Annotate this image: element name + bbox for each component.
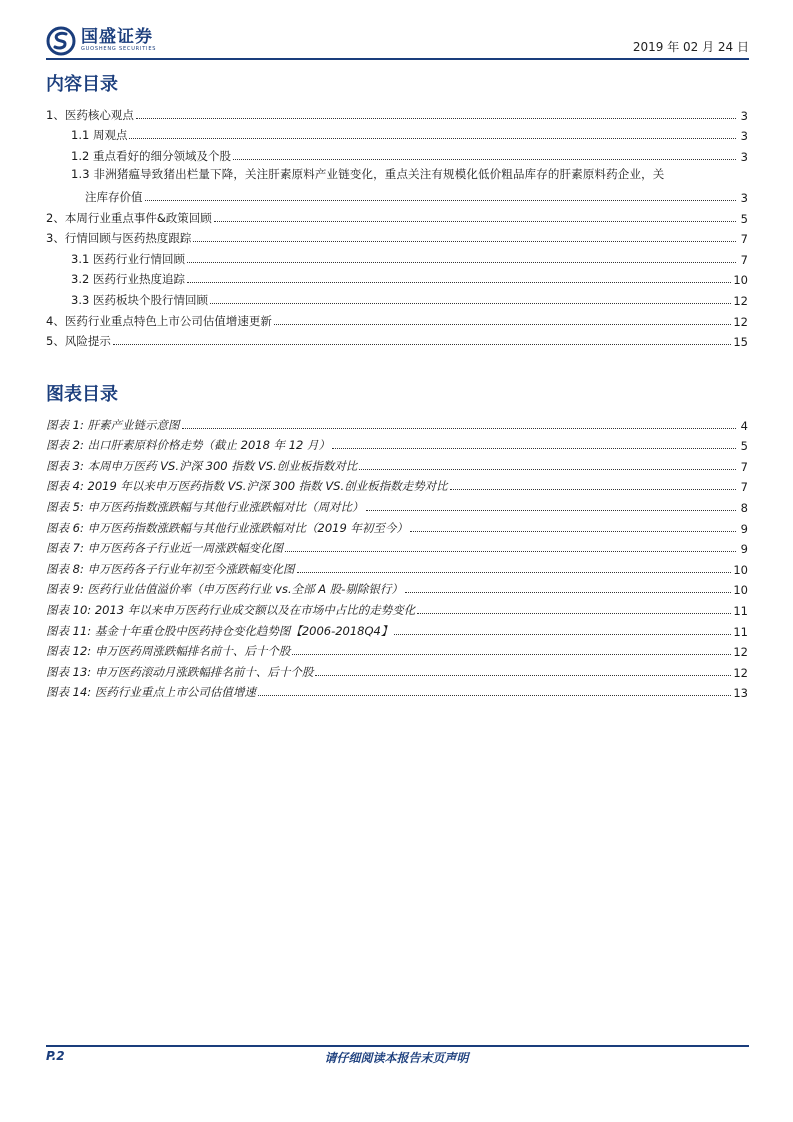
figure-entry[interactable] [46,659,748,680]
leader-dots [405,592,731,593]
figure-entry-text: 图表 6: 申万医药指数涨跌幅与其他行业涨跌幅对比（2019 年初至今） [46,520,408,535]
leader-dots [113,344,732,345]
toc-entry[interactable] [46,123,748,144]
figures-title: 图表目录 [46,384,118,405]
page-header [46,22,749,59]
toc-entry-text: 1.3 非洲猪瘟导致猪出栏量下降，关注肝素原料产业链变化，重点关注有规模化低价粗品库存的肝素原料药企业，关 [71,166,665,181]
figure-entry-page: 13 [733,686,748,701]
toc-entry-page: 3 [740,190,748,205]
leader-dots [410,531,736,532]
toc-entry-text: 5、风险提示 [46,334,111,349]
toc-entry-text: 1、医药核心观点 [46,107,134,122]
figure-entry[interactable] [46,680,748,701]
figure-entry[interactable] [46,412,748,433]
figure-entry-page: 11 [733,603,748,618]
toc-entry-page: 3 [740,129,748,144]
leader-dots [187,262,736,263]
leader-dots [145,200,737,201]
leader-dots [366,510,737,511]
toc-entry-text: 4、医药行业重点特色上市公司估值增速更新 [46,313,272,328]
toc-entry-text: 1.2 重点看好的细分领域及个股 [71,148,231,163]
figure-entry-text: 图表 14: 医药行业重点上市公司估值增速 [46,685,256,700]
figure-entry-page: 7 [740,459,748,474]
toc-entry[interactable] [46,308,748,329]
figure-entry-text: 图表 3: 本周申万医药 VS.沪深 300 指数 VS.创业板指数对比 [46,458,358,473]
toc-entry-text: 2、本周行业重点事件&政策回顾 [46,210,212,225]
leader-dots [210,303,731,304]
toc-entry[interactable] [46,267,748,288]
figure-entry[interactable] [46,618,748,639]
figure-entry-page: 10 [733,562,748,577]
toc-entry-text: 3.3 医药板块个股行情回顾 [71,292,208,307]
figure-entry[interactable] [46,433,748,454]
leader-dots [315,675,731,676]
figure-entry-page: 4 [740,418,748,433]
footer-disclaimer: 请仔细阅读本报告末页声明 [324,1051,469,1065]
toc-entry-page: 15 [733,335,748,350]
toc-entry-page: 5 [740,211,748,226]
toc-entry[interactable] [46,287,748,308]
leader-dots [285,551,736,552]
figure-entry-text: 图表 2: 出口肝素原料价格走势（截止 2018 年 12 月） [46,438,331,453]
toc-entry[interactable] [46,143,748,164]
toc-entry[interactable] [46,329,748,350]
leader-dots [359,469,736,470]
toc-entry-page: 7 [740,232,748,247]
figure-entry-page: 12 [733,665,748,680]
leader-dots [136,118,736,119]
toc-entry-text-cont: 注库存价值 [85,189,143,204]
logo-mark-icon [46,26,76,56]
figure-entry-text: 图表 7: 申万医药各子行业近一周涨跌幅变化图 [46,541,283,556]
figure-entry[interactable] [46,639,748,660]
company-logo [46,22,156,59]
toc-entry-page: 12 [733,314,748,329]
toc-entry-page: 10 [733,273,748,288]
toc-entry-text: 3.1 医药行业行情回顾 [71,251,185,266]
toc-entry[interactable] [46,102,748,123]
figure-entry-page: 10 [733,583,748,598]
toc-entry-page: 12 [733,293,748,308]
figure-entry[interactable] [46,536,748,557]
toc-entry[interactable] [46,205,748,226]
figure-entry-text: 图表 1: 肝素产业链示意图 [46,417,180,432]
figure-entry-page: 8 [740,500,748,515]
figure-entry[interactable] [46,556,748,577]
figure-entry-text: 图表 11: 基金十年重仓股中医药持仓变化趋势图【2006-2018Q4】 [46,623,393,638]
figure-entry-page: 12 [733,645,748,660]
footer-divider [46,1045,749,1047]
figure-entry-page: 9 [740,542,748,557]
toc-entry-page: 7 [740,252,748,267]
toc-entry-page: 3 [740,108,748,123]
figure-entry-page: 11 [733,624,748,639]
logo-name-cn: 国盛证券 [81,27,153,47]
figure-entry[interactable] [46,515,748,536]
figure-entry[interactable] [46,597,748,618]
leader-dots [292,654,731,655]
figure-entry-page: 7 [740,480,748,495]
leader-dots [450,489,736,490]
figure-entry[interactable] [46,577,748,598]
figure-entry[interactable] [46,494,748,515]
logo-name-en: GUOSHENG SECURITIES [81,46,157,52]
figure-entry-text: 图表 8: 申万医药各子行业年初至今涨跌幅变化图 [46,561,295,576]
figure-entry-text: 图表 9: 医药行业估值溢价率（申万医药行业 vs.全部 A 股-剔除银行） [46,582,403,597]
figure-entry-page: 5 [740,439,748,454]
toc-entry-text: 1.1 周观点 [71,128,128,143]
leader-dots [233,159,736,160]
figure-entry-text: 图表 4: 2019 年以来申万医药指数 VS.沪深 300 指数 VS.创业板指数走势对比 [46,479,448,494]
leader-dots [193,241,736,242]
leader-dots [394,634,731,635]
toc-entry-text: 3、行情回顾与医药热度跟踪 [46,231,192,246]
leader-dots [274,324,732,325]
toc-entry[interactable] [46,226,748,247]
report-date: 2019 年 02 月 24 日 [632,40,749,54]
contents-title: 内容目录 [46,74,118,95]
leader-dots [129,138,736,139]
leader-dots [187,282,731,283]
toc-entry-text: 3.2 医药行业热度追踪 [71,272,185,287]
leader-dots [297,572,732,573]
toc-entry-page: 3 [740,149,748,164]
figures-list [46,412,748,700]
leader-dots [332,448,736,449]
contents-list [46,102,748,349]
leader-dots [417,613,731,614]
toc-entry[interactable] [46,164,748,205]
figure-entry-text: 图表 10: 2013 年以来申万医药行业成交额以及在市场中占比的走势变化 [46,602,416,617]
figure-entry-page: 9 [740,521,748,536]
leader-dots [214,221,736,222]
figure-entry[interactable] [46,453,748,474]
leader-dots [258,695,732,696]
figure-entry-text: 图表 5: 申万医药指数涨跌幅与其他行业涨跌幅对比（周对比） [46,499,364,514]
figure-entry[interactable] [46,474,748,495]
leader-dots [182,428,736,429]
toc-entry[interactable] [46,246,748,267]
figure-entry-text: 图表 13: 申万医药滚动月涨跌幅排名前十、后十个股 [46,664,314,679]
header-divider [46,58,749,60]
page-number: P.2 [46,1049,65,1063]
figure-entry-text: 图表 12: 申万医药周涨跌幅排名前十、后十个股 [46,644,291,659]
